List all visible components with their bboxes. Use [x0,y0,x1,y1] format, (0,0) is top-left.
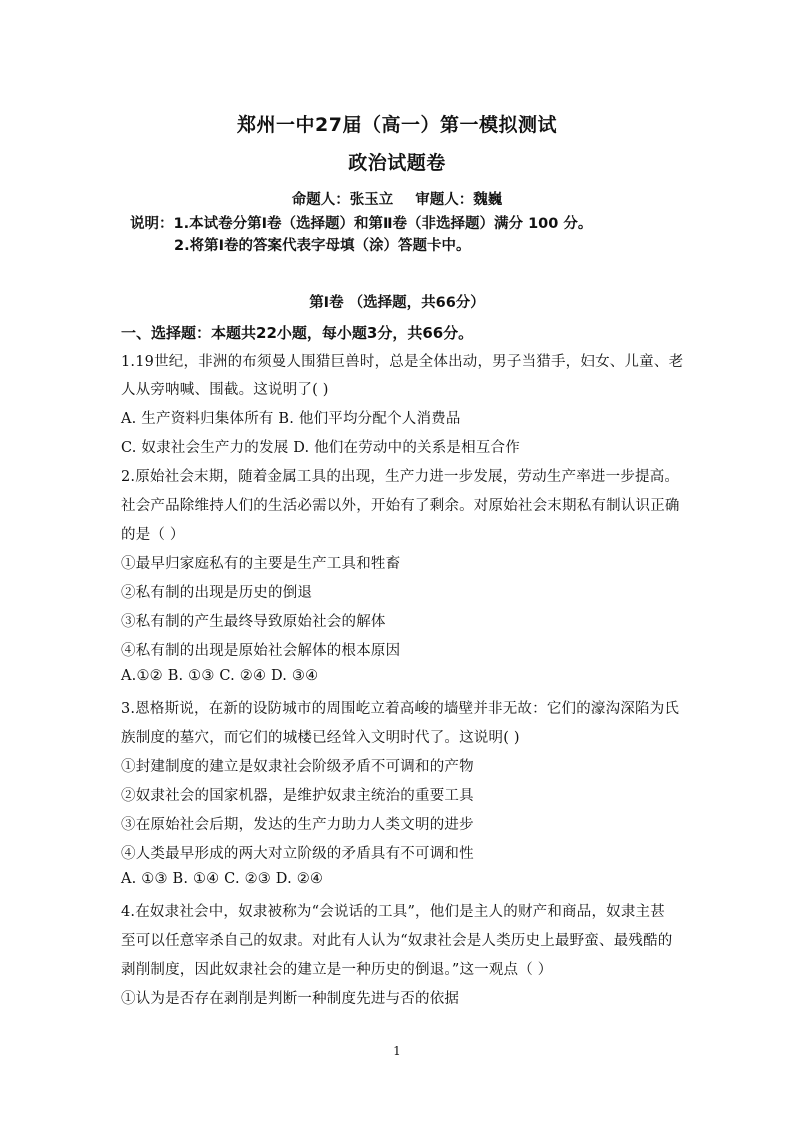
text-line: 3.恩格斯说，在新的设防城市的周围屹立着高峻的墙壁并非无故：它们的濠沟深陷为氏 [121,701,680,717]
exam-title: 郑州一中27届（高一）第一模拟测试 [237,114,557,136]
text-line: ①认为是否存在剥削是判断一种制度先进与否的依据 [121,991,460,1007]
text-line: 2.原始社会末期，随着金属工具的出现，生产力进一步发展，劳动生产率进一步提高。 [121,469,680,485]
text-line: 剥削制度，因此奴隶社会的建立是一种历史的倒退。”这一观点（ ） [121,962,553,978]
text-line: 4.在奴隶社会中，奴隶被称为“会说话的工具”，他们是主人的财产和商品，奴隶主甚 [121,904,665,920]
text-line: A. 生产资料归集体所有 B. 他们平均分配个人消费品 [121,411,461,427]
text-line: ③在原始社会后期，发达的生产力助力人类文明的进步 [121,817,474,833]
part-heading: 一、选择题：本题共22小题，每小题3分，共66分。 [121,324,474,342]
text-line: C. 奴隶社会生产力的发展 D. 他们在劳动中的关系是相互合作 [121,440,520,456]
section-heading: 第Ⅰ卷 （选择题，共66分） [309,295,485,311]
text-line: ①封建制度的建立是奴隶社会阶级矛盾不可调和的产物 [121,759,474,775]
instruction-note-1: 说明：1.本试卷分第Ⅰ卷（选择题）和第Ⅱ卷（非选择题）满分 100 分。 [130,216,593,232]
text-line: ④私有制的出现是原始社会解体的根本原因 [121,643,401,659]
question-setter: 命题人：张玉立 [291,192,394,208]
text-line: ②奴隶社会的国家机器，是维护奴隶主统治的重要工具 [121,788,474,804]
question-reviewer: 审题人：魏巍 [415,192,503,208]
text-line: 社会产品除维持人们的生活必需以外，开始有了剩余。对原始社会末期私有制认识正确 [121,498,680,514]
text-line: ②私有制的出现是历史的倒退 [121,585,313,601]
text-line: ①最早归家庭私有的主要是生产工具和牲畜 [121,556,401,572]
text-line: A.①② B. ①③ C. ②④ D. ③④ [121,668,319,684]
page-number: 1 [393,1044,401,1058]
text-line: 1.19世纪，非洲的布须曼人围猎巨兽时，总是全体出动，男子当猎手，妇女、儿童、老 [121,354,684,370]
text-line: 族制度的墓穴，而它们的城楼已经耸入文明时代了。这说明( ) [121,730,520,746]
exam-subtitle: 政治试题卷 [348,152,446,174]
text-line: 的是（ ） [121,527,185,543]
text-line: A. ①③ B. ①④ C. ②③ D. ②④ [121,871,324,887]
instruction-note-2: 2.将第Ⅰ卷的答案代表字母填（涂）答题卡中。 [174,238,471,254]
text-line: ④人类最早形成的两大对立阶级的矛盾具有不可调和性 [121,846,474,862]
authors-line [0,188,794,209]
text-line: ③私有制的产生最终导致原始社会的解体 [121,614,386,630]
text-line: 至可以任意宰杀自己的奴隶。对此有人认为“奴隶社会是人类历史上最野蛮、最残酷的 [121,933,673,949]
text-line: 人从旁呐喊、围截。这说明了( ) [121,382,329,398]
